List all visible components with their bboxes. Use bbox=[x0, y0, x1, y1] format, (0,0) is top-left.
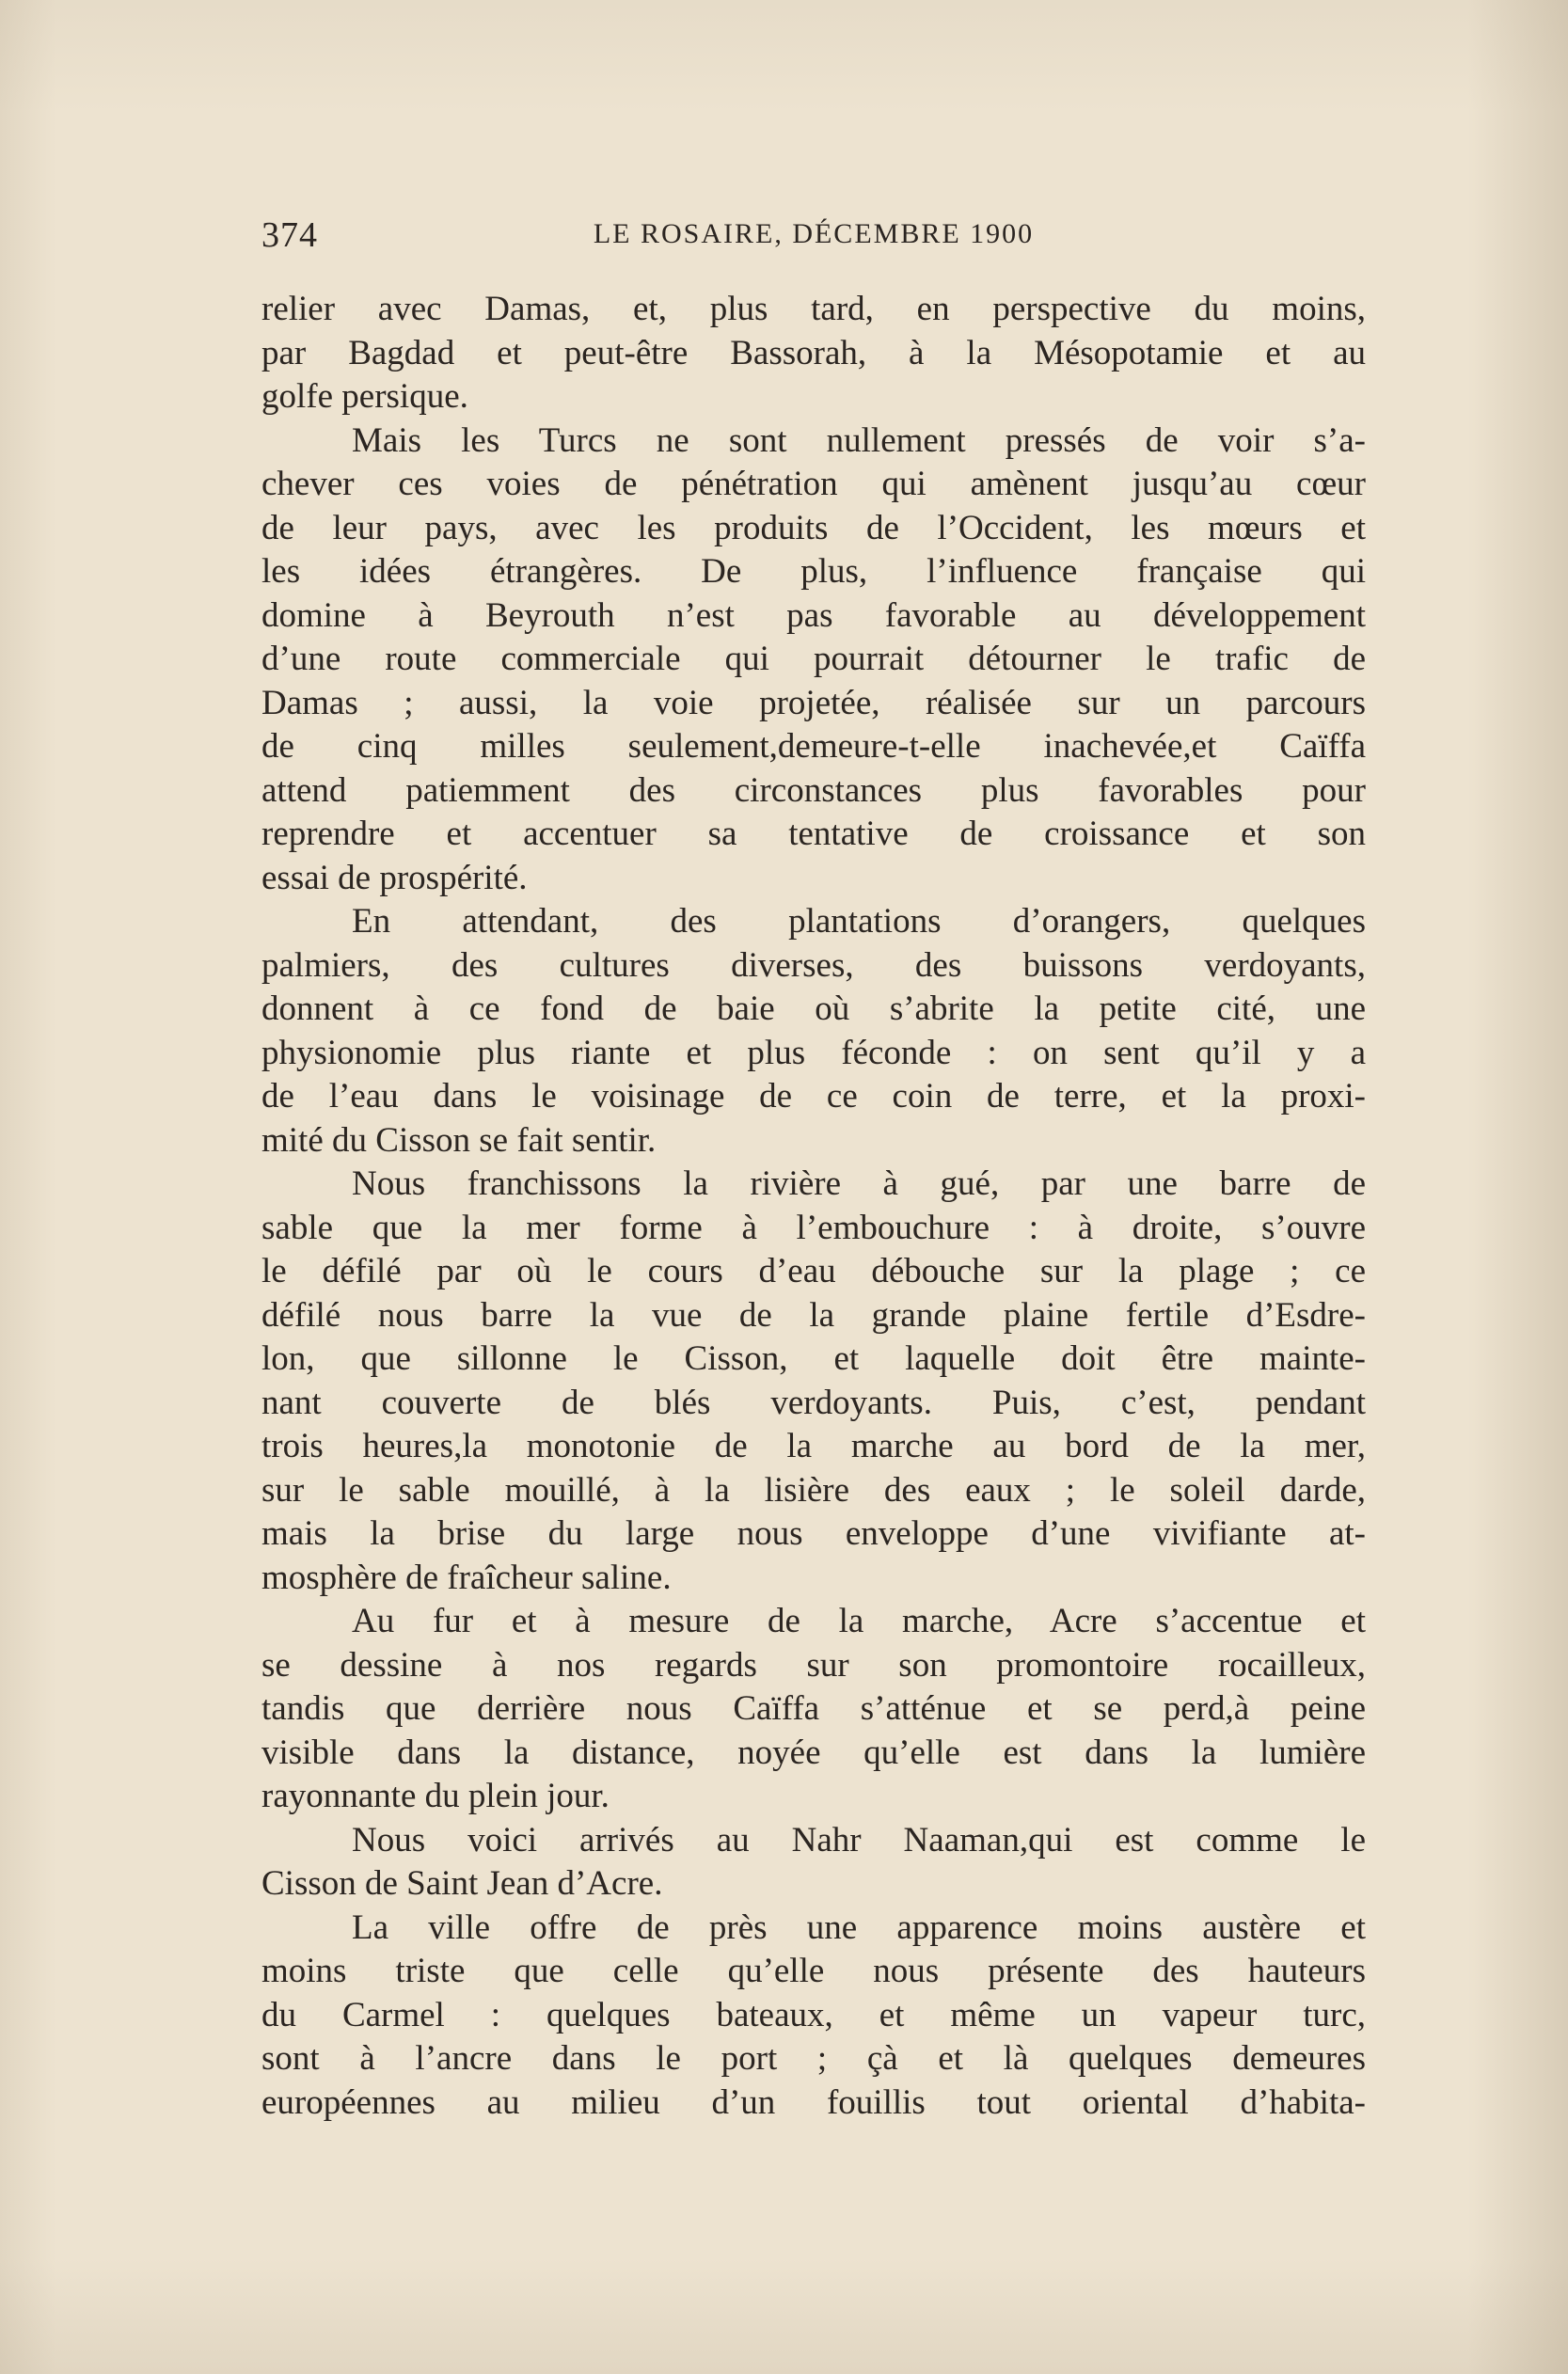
text-line: de cinq milles seulement,demeure-t-elle inachevée,et Caïffa bbox=[261, 727, 1366, 766]
text-line: physionomie plus riante et plus féconde : on sent qu’il y a bbox=[261, 1033, 1366, 1072]
text-line: rayonnante du plein jour. bbox=[261, 1777, 610, 1815]
text-line: palmiers, des cultures diverses, des buissons verdoyants, bbox=[261, 945, 1366, 985]
text-line: de leur pays, avec les produits de l’Occident, les mœurs et bbox=[261, 508, 1366, 547]
text-line: Nous franchissons la rivière à gué, par une barre de bbox=[352, 1164, 1366, 1203]
text-line: Mais les Turcs ne sont nullement pressés de voir s’a- bbox=[352, 420, 1366, 460]
text-line: visible dans la distance, noyée qu’elle est dans la lumière bbox=[261, 1733, 1366, 1772]
text-line: relier avec Damas, et, plus tard, en perspective du moins, bbox=[261, 290, 1366, 328]
text-line: sable que la mer forme à l’embouchure : à droite, s’ouvre bbox=[261, 1208, 1366, 1247]
text-line: La ville offre de près une apparence moins austère et bbox=[352, 1907, 1366, 1947]
text-line: Damas ; aussi, la voie projetée, réalisée sur un parcours bbox=[261, 683, 1366, 722]
text-line: européennes au milieu d’un fouillis tout oriental d’habita- bbox=[261, 2082, 1366, 2122]
text-line: de l’eau dans le voisinage de ce coin de terre, et la proxi- bbox=[261, 1077, 1366, 1116]
text-line: En attendant, des plantations d’orangers, quelques bbox=[352, 902, 1366, 941]
text-line: lon, que sillonne le Cisson, et laquelle doit être mainte- bbox=[261, 1339, 1366, 1378]
text-line: nant couverte de blés verdoyants. Puis, c’est, pendant bbox=[261, 1383, 1366, 1422]
text-line: se dessine à nos regards sur son promontoire rocailleux, bbox=[261, 1645, 1366, 1685]
body-text bbox=[261, 288, 1366, 2125]
text-line: reprendre et accentuer sa tentative de croissance et son bbox=[261, 815, 1366, 853]
text-line: mité du Cisson se fait sentir. bbox=[261, 1120, 657, 1160]
text-line: d’une route commerciale qui pourrait détourner le trafic de bbox=[261, 640, 1366, 678]
page-number: 374 bbox=[261, 215, 318, 255]
text-line: attend patiemment des circonstances plus favorables pour bbox=[261, 770, 1366, 810]
text-line: du Carmel : quelques bateaux, et même un vapeur turc, bbox=[261, 1995, 1366, 2034]
text-line: les idées étrangères. De plus, l’influence française qui bbox=[261, 552, 1366, 591]
text-line: domine à Beyrouth n’est pas favorable au développement bbox=[261, 595, 1366, 635]
text-line: sont à l’ancre dans le port ; çà et là quelques demeures bbox=[261, 2039, 1366, 2078]
text-line: Nous voici arrivés au Nahr Naaman,qui est comme le bbox=[352, 1820, 1366, 1860]
text-line: Au fur et à mesure de la marche, Acre s’accentue et bbox=[352, 1602, 1366, 1640]
text-line: tandis que derrière nous Caïffa s’atténue et se perd,à peine bbox=[261, 1689, 1366, 1728]
text-line: Cisson de Saint Jean d’Acre. bbox=[261, 1864, 663, 1903]
text-line: le défilé par où le cours d’eau débouche sur la plage ; ce bbox=[261, 1252, 1366, 1290]
text-line: moins triste que celle qu’elle nous présente des hauteurs bbox=[261, 1952, 1366, 1990]
text-line: par Bagdad et peut-être Bassorah, à la Mésopotamie et au bbox=[261, 333, 1366, 372]
text-line: sur le sable mouillé, à la lisière des eaux ; le soleil darde, bbox=[261, 1470, 1366, 1510]
text-line: défilé nous barre la vue de la grande plaine fertile d’Esdre- bbox=[261, 1295, 1366, 1335]
running-title: LE ROSAIRE, DÉCEMBRE 1900 bbox=[593, 218, 1035, 249]
text-line: golfe persique. bbox=[261, 377, 468, 416]
text-line: essai de prospérité. bbox=[261, 858, 528, 897]
page-header bbox=[261, 214, 1366, 261]
text-line: mosphère de fraîcheur saline. bbox=[261, 1558, 672, 1597]
text-line: donnent à ce fond de baie où s’abrite la petite cité, une bbox=[261, 989, 1366, 1028]
text-line: mais la brise du large nous enveloppe d’une vivifiante at- bbox=[261, 1514, 1366, 1553]
text-line: chever ces voies de pénétration qui amènent jusqu’au cœur bbox=[261, 465, 1366, 503]
text-line: trois heures,la monotonie de la marche au bord de la mer, bbox=[261, 1427, 1366, 1465]
